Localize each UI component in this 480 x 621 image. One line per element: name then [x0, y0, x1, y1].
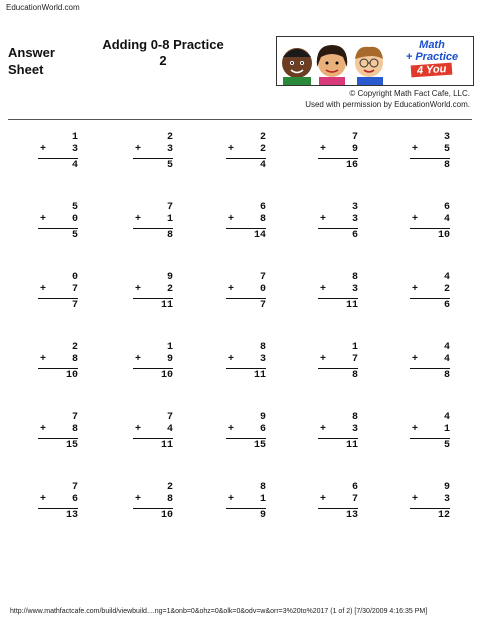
addition-problem — [410, 202, 450, 242]
addition-problem — [226, 272, 266, 312]
sum-line — [226, 368, 266, 369]
answer-sheet-line2: Sheet — [8, 62, 44, 77]
addend-top: 3 — [443, 132, 450, 143]
addend-top: 7 — [351, 132, 358, 143]
plus-sign: + — [320, 214, 327, 225]
addend-bottom: 2 — [166, 284, 173, 295]
addition-problem — [133, 482, 173, 522]
logo-text — [397, 39, 467, 76]
addition-problem — [38, 132, 78, 172]
addition-problem — [133, 132, 173, 172]
sum-line — [133, 368, 173, 369]
sum-answer: 11 — [345, 300, 358, 311]
addition-problem — [318, 132, 358, 172]
sum-answer: 8 — [443, 370, 450, 381]
plus-sign: + — [40, 144, 47, 155]
sum-answer: 16 — [345, 160, 358, 171]
addend-bottom: 3 — [71, 144, 78, 155]
addition-problem — [410, 482, 450, 522]
addition-problem — [410, 272, 450, 312]
sum-answer: 5 — [443, 440, 450, 451]
addend-bottom: 9 — [166, 354, 173, 365]
site-header: EducationWorld.com — [6, 3, 80, 12]
sum-answer: 10 — [65, 370, 78, 381]
addend-bottom: 1 — [166, 214, 173, 225]
addition-problem — [318, 482, 358, 522]
addend-bottom: 3 — [351, 214, 358, 225]
plus-sign: + — [135, 354, 142, 365]
sum-line — [410, 228, 450, 229]
addend-top: 7 — [166, 412, 173, 423]
sum-line — [226, 438, 266, 439]
addition-problem — [318, 342, 358, 382]
sum-line — [410, 298, 450, 299]
sum-line — [38, 158, 78, 159]
sum-answer: 11 — [160, 440, 173, 451]
addend-top: 7 — [71, 412, 78, 423]
plus-sign: + — [228, 214, 235, 225]
addend-top: 3 — [351, 202, 358, 213]
addend-top: 9 — [259, 412, 266, 423]
addend-top: 2 — [259, 132, 266, 143]
addition-problem — [133, 342, 173, 382]
sum-line — [410, 438, 450, 439]
addend-bottom: 4 — [166, 424, 173, 435]
plus-sign: + — [135, 284, 142, 295]
addend-top: 6 — [351, 482, 358, 493]
addend-top: 0 — [71, 272, 78, 283]
sum-answer: 11 — [160, 300, 173, 311]
sum-answer: 15 — [253, 440, 266, 451]
addition-problem — [226, 412, 266, 452]
addend-top: 2 — [166, 482, 173, 493]
sum-line — [133, 438, 173, 439]
answer-sheet-label — [8, 44, 78, 78]
plus-sign: + — [412, 144, 419, 155]
sum-answer: 10 — [437, 230, 450, 241]
addend-bottom: 3 — [166, 144, 173, 155]
addition-problem — [226, 132, 266, 172]
sum-answer: 5 — [71, 230, 78, 241]
addend-top: 4 — [443, 412, 450, 423]
sum-line — [318, 298, 358, 299]
plus-sign: + — [40, 354, 47, 365]
addend-bottom: 2 — [443, 284, 450, 295]
addend-top: 8 — [259, 342, 266, 353]
sum-answer: 12 — [437, 510, 450, 521]
sum-answer: 13 — [65, 510, 78, 521]
addend-top: 2 — [166, 132, 173, 143]
sum-answer: 10 — [160, 370, 173, 381]
sum-line — [318, 508, 358, 509]
plus-sign: + — [228, 494, 235, 505]
sum-line — [38, 368, 78, 369]
addend-top: 1 — [351, 342, 358, 353]
kids-illustration — [277, 37, 395, 85]
sum-answer: 11 — [345, 440, 358, 451]
sum-answer: 4 — [71, 160, 78, 171]
sum-answer: 9 — [259, 510, 266, 521]
addition-problem — [38, 342, 78, 382]
sum-line — [133, 508, 173, 509]
addition-problem — [38, 272, 78, 312]
addend-top: 2 — [71, 342, 78, 353]
plus-sign: + — [228, 284, 235, 295]
sum-line — [318, 368, 358, 369]
addend-bottom: 1 — [443, 424, 450, 435]
logo-line3: 4 You — [411, 63, 453, 78]
plus-sign: + — [320, 144, 327, 155]
sum-answer: 8 — [166, 230, 173, 241]
sum-line — [410, 508, 450, 509]
addend-bottom: 7 — [351, 354, 358, 365]
addend-bottom: 2 — [259, 144, 266, 155]
addend-top: 4 — [443, 272, 450, 283]
sum-answer: 6 — [351, 230, 358, 241]
addition-problem — [226, 342, 266, 382]
addend-bottom: 8 — [71, 424, 78, 435]
sum-answer: 4 — [259, 160, 266, 171]
addend-bottom: 3 — [259, 354, 266, 365]
sum-line — [38, 228, 78, 229]
copyright-line1: © Copyright Math Fact Cafe, LLC. — [349, 89, 470, 98]
copyright-line2: Used with permission by EducationWorld.com. — [305, 100, 470, 109]
sum-line — [226, 508, 266, 509]
addend-bottom: 6 — [71, 494, 78, 505]
addition-problem — [226, 202, 266, 242]
addend-bottom: 8 — [259, 214, 266, 225]
plus-sign: + — [320, 354, 327, 365]
addend-bottom: 0 — [259, 284, 266, 295]
plus-sign: + — [320, 424, 327, 435]
addend-bottom: 3 — [351, 424, 358, 435]
plus-sign: + — [412, 284, 419, 295]
sum-answer: 15 — [65, 440, 78, 451]
addition-problem — [410, 412, 450, 452]
sum-line — [318, 158, 358, 159]
addition-problem — [133, 272, 173, 312]
addition-problem — [318, 272, 358, 312]
addend-top: 6 — [443, 202, 450, 213]
addend-bottom: 6 — [259, 424, 266, 435]
plus-sign: + — [40, 424, 47, 435]
addend-bottom: 3 — [443, 494, 450, 505]
plus-sign: + — [228, 354, 235, 365]
logo-line2: + Practice — [405, 51, 459, 63]
addition-problem — [38, 412, 78, 452]
sum-line — [38, 438, 78, 439]
addend-bottom: 7 — [351, 494, 358, 505]
sum-line — [133, 298, 173, 299]
sum-line — [226, 228, 266, 229]
math-practice-logo — [276, 36, 474, 86]
addend-bottom: 4 — [443, 354, 450, 365]
logo-line1: Math — [419, 39, 445, 51]
plus-sign: + — [135, 494, 142, 505]
plus-sign: + — [412, 424, 419, 435]
sum-answer: 6 — [443, 300, 450, 311]
addend-top: 9 — [443, 482, 450, 493]
sum-answer: 5 — [166, 160, 173, 171]
addition-problem — [133, 412, 173, 452]
sum-line — [226, 158, 266, 159]
addend-top: 7 — [71, 482, 78, 493]
addend-top: 9 — [166, 272, 173, 283]
plus-sign: + — [320, 284, 327, 295]
answer-sheet-line1: Answer — [8, 45, 55, 60]
sum-line — [226, 298, 266, 299]
plus-sign: + — [228, 424, 235, 435]
sum-answer: 8 — [443, 160, 450, 171]
addend-bottom: 5 — [443, 144, 450, 155]
plus-sign: + — [320, 494, 327, 505]
sum-line — [133, 228, 173, 229]
plus-sign: + — [135, 424, 142, 435]
sum-answer: 7 — [71, 300, 78, 311]
title-line1: Adding 0-8 Practice — [102, 37, 224, 52]
addend-top: 7 — [166, 202, 173, 213]
addend-top: 1 — [71, 132, 78, 143]
sum-line — [38, 298, 78, 299]
plus-sign: + — [40, 284, 47, 295]
addend-top: 1 — [166, 342, 173, 353]
addend-top: 7 — [259, 272, 266, 283]
sum-answer: 14 — [253, 230, 266, 241]
addition-problem — [38, 202, 78, 242]
plus-sign: + — [135, 214, 142, 225]
addition-problem — [410, 342, 450, 382]
addend-top: 4 — [443, 342, 450, 353]
addend-bottom: 0 — [71, 214, 78, 225]
addition-problem — [318, 202, 358, 242]
addend-top: 6 — [259, 202, 266, 213]
copyright-notice — [305, 88, 470, 110]
plus-sign: + — [135, 144, 142, 155]
sum-line — [38, 508, 78, 509]
addend-top: 8 — [351, 412, 358, 423]
addition-problem — [318, 412, 358, 452]
addend-top: 5 — [71, 202, 78, 213]
sum-answer: 11 — [253, 370, 266, 381]
plus-sign: + — [228, 144, 235, 155]
addend-bottom: 7 — [71, 284, 78, 295]
sum-line — [410, 368, 450, 369]
sum-line — [410, 158, 450, 159]
addend-bottom: 9 — [351, 144, 358, 155]
sum-line — [318, 228, 358, 229]
addend-bottom: 4 — [443, 214, 450, 225]
divider — [8, 119, 472, 120]
page-title — [88, 37, 238, 69]
addition-problem — [133, 202, 173, 242]
sum-line — [318, 438, 358, 439]
addition-problem — [38, 482, 78, 522]
sum-line — [133, 158, 173, 159]
sum-answer: 13 — [345, 510, 358, 521]
addition-problem — [410, 132, 450, 172]
addend-bottom: 8 — [166, 494, 173, 505]
title-line2: 2 — [159, 53, 167, 68]
sum-answer: 7 — [259, 300, 266, 311]
addend-top: 8 — [351, 272, 358, 283]
addend-bottom: 8 — [71, 354, 78, 365]
addend-bottom: 1 — [259, 494, 266, 505]
footer-url: http://www.mathfactcafe.com/build/viewbuild....ng=1&onb=0&ohz=0&olk=0&odv=w&orr=3%20to%2017 (1 of 2) [7/30/2009 4:16:35 PM] — [10, 608, 428, 615]
sum-answer: 10 — [160, 510, 173, 521]
plus-sign: + — [40, 494, 47, 505]
plus-sign: + — [40, 214, 47, 225]
plus-sign: + — [412, 214, 419, 225]
plus-sign: + — [412, 494, 419, 505]
addition-problem — [226, 482, 266, 522]
addend-bottom: 3 — [351, 284, 358, 295]
addend-top: 8 — [259, 482, 266, 493]
sum-answer: 8 — [351, 370, 358, 381]
plus-sign: + — [412, 354, 419, 365]
